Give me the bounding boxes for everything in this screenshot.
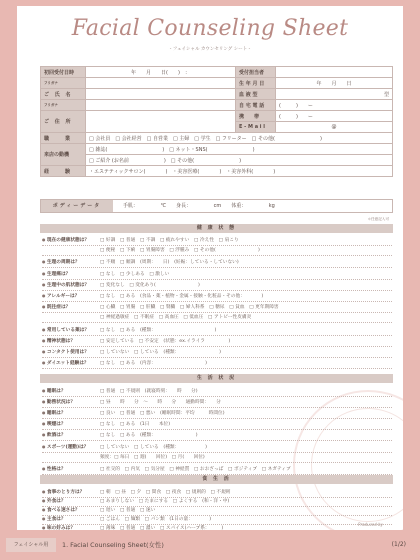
first-visit-field[interactable]: 年 月 日( ) ： (86, 67, 236, 78)
birth-field[interactable]: 年 月 日 (276, 78, 393, 89)
email-label: E - M a i l (236, 122, 276, 133)
question-label: ● 勤務状況は？ (42, 398, 100, 407)
address-field[interactable] (86, 111, 236, 133)
answer-options[interactable]: □ なし □ ある (食品・薬・植物・金属・接触・化粧品・その他： ) (100, 294, 264, 299)
question-label: ● 現在の健康状態は？ (42, 236, 100, 245)
body-data-label: ボディーデータ (41, 200, 113, 212)
footer (0, 538, 420, 552)
mobile-label: 携 帯 (236, 111, 276, 122)
furigana-address-field[interactable] (86, 100, 236, 111)
name-field[interactable] (86, 89, 236, 100)
body-data-row[interactable] (40, 199, 393, 213)
question-row[interactable] (42, 454, 392, 463)
blood-label: 血 液 型 (236, 89, 276, 100)
answer-options[interactable]: □ 好調 □ 普通 □ 不調 □ 疲れやすい □ 冷え性 □ 肩こり (100, 238, 239, 243)
question-row[interactable] (42, 398, 392, 408)
question-row[interactable] (42, 281, 392, 291)
answer-options[interactable]: □ あまりしない □ たまにする □ よくする (和・洋・中) (100, 499, 230, 504)
question-row[interactable] (42, 270, 392, 280)
answer-options[interactable]: □ 遅い □ 普通 □ 速い (100, 508, 156, 513)
footer-badge: フェイシャル用 (6, 538, 56, 552)
question-row[interactable] (42, 314, 392, 323)
question-label: ● 生理の周期は？ (42, 258, 100, 267)
question-label: ● 喫煙は？ (42, 420, 100, 429)
answer-options[interactable]: □ していない □ している (種類： ) (100, 444, 207, 450)
trigger-options-1[interactable]: □ 雑誌( ) □ ネット・SNS( ) (86, 144, 393, 155)
body-data-fields[interactable]: 手肌： ℃ 身長： cm 体重： kg (123, 203, 275, 209)
question-row[interactable] (42, 337, 392, 347)
question-row[interactable] (42, 431, 392, 441)
email-field[interactable]: @ (276, 122, 393, 133)
birth-label: 生 年 月 日 (236, 78, 276, 89)
question-label: ● 味の好みは？ (42, 524, 100, 530)
question-label: ● 性格は？ (42, 465, 100, 474)
question-label: ● 食べる速さは？ (42, 506, 100, 515)
question-label: ● アレルギーは？ (42, 292, 100, 301)
furigana-label: フリガナ (41, 78, 86, 89)
answer-options[interactable]: □ 不順 □ 順調 (周期： 日) (妊娠：している・していない) (100, 260, 239, 266)
question-row[interactable] (42, 348, 392, 358)
answer-options[interactable]: □ 神経過敏症 □ 不眠症 □ 高血圧 □ 低血圧 □ アトピー性皮膚炎 (100, 315, 252, 321)
page-number: (1/2) (391, 541, 406, 548)
question-label: ● 生理中の肌状態は？ (42, 281, 100, 290)
question-label: ● 既往症は？ (42, 303, 100, 312)
optional-note: ＊任意記入可 (367, 217, 389, 221)
experience-label: 経 験 (41, 166, 86, 177)
trigger-label: 来店の動機 (41, 144, 86, 166)
section-health: 健 康 状 態 (40, 224, 393, 233)
question-label: ● 精神状態は？ (42, 337, 100, 346)
question-row[interactable] (42, 465, 392, 475)
answer-options[interactable]: □ なし □ ある (1日 本位) (100, 422, 171, 428)
answer-options[interactable]: □ していない □ している (種類： ) (100, 350, 221, 355)
blood-field[interactable]: 型 (276, 89, 393, 100)
experience-options[interactable]: ・エステティックサロン( ) ・美容医療( ) ・美容外科( ) (86, 166, 393, 177)
question-row[interactable] (42, 292, 392, 302)
job-options[interactable]: □ 会社員 □ 会社経営 □ 自営業 □ 主婦 □ 学生 □ フリーター □ その他( ) (86, 133, 393, 144)
receptionist-field[interactable] (276, 67, 393, 78)
question-label: ● 生理痛は？ (42, 270, 100, 279)
question-label: ● 外食は？ (42, 497, 100, 506)
answer-options[interactable]: □ なし □ ある (内容： ) (100, 361, 207, 367)
question-label: ● ダイエット経験は？ (42, 359, 100, 368)
answer-options[interactable]: □ ごはん □ 麺類 □ パン類 (1日の量： ) (100, 517, 212, 522)
first-visit-label: 初回受付日時 (41, 67, 86, 78)
sheet-title: Facial Counseling Sheet (71, 16, 349, 41)
question-label: ● 飲酒は？ (42, 431, 100, 440)
question-label: ● スポーツ(運動)は？ (42, 443, 100, 452)
phone-field[interactable]: ( ) ー (276, 100, 393, 111)
name-label: ご 氏 名 (41, 89, 86, 100)
produced-by: Produced by (358, 522, 383, 527)
answer-options[interactable]: □ 安定している □ 不安定 (状態：ex.イライラ ) (100, 338, 231, 344)
question-row[interactable] (42, 258, 392, 268)
question-row[interactable] (42, 247, 392, 256)
answer-options[interactable]: □ なし □ ある (種類： ) (100, 433, 198, 439)
answer-options[interactable]: 頻度：□ 毎日 □ 週( 回位) □ 月( 回位) (100, 454, 205, 460)
question-label: ● 常用している薬は？ (42, 326, 100, 335)
answer-options[interactable]: □ 社交的 □ 内気 □ 気分屋 □ 神経質 □ おおざっぱ □ ポジティブ □ ネガティブ (100, 466, 291, 472)
furigana-address-label: フリガナ (41, 100, 86, 111)
question-label: ● 睡眠は？ (42, 387, 100, 396)
question-label: ● 主食は？ (42, 515, 100, 524)
answer-options[interactable]: □ 良い □ 普通 □ 悪い (睡眠時間：平均 時間位) (100, 411, 225, 417)
question-label: ● 睡眠は？ (42, 409, 100, 418)
mobile-field[interactable]: ( ) ー (276, 111, 393, 122)
answer-options[interactable]: □ 普通 □ 不規則 (就寝時刻： 時 分) (100, 389, 198, 394)
question-row[interactable] (42, 359, 392, 369)
answer-options[interactable]: □ 便秘 □ 下痢 □ 胃腸障害 □ 浮腫み □ その他( ) (100, 248, 260, 254)
question-row[interactable] (42, 524, 392, 530)
footer-title: 1. Facial Counseling Sheet(女性) (62, 541, 164, 549)
phone-label: 自 宅 電 話 (236, 100, 276, 111)
address-label: ご 住 所 (41, 111, 86, 133)
section-diet: 食 生 活 (40, 475, 393, 484)
question-label: ● コンタクト使用は？ (42, 348, 100, 357)
question-row[interactable] (42, 236, 392, 246)
job-label: 職 業 (41, 133, 86, 144)
answer-options[interactable]: □ 薄味 □ 普通 □ 濃い □ スパイス(ハーブ系： ) (100, 526, 224, 530)
question-row[interactable] (42, 303, 392, 313)
trigger-options-2[interactable]: □ ご紹介 (お名前 ) □ その他( ) (86, 155, 393, 166)
question-row[interactable] (42, 387, 392, 397)
customer-info-table (40, 66, 393, 177)
answer-options[interactable]: □ なし □ ある (種類： ) (100, 327, 217, 333)
answer-options[interactable]: □ 変化なし □ 変化あり( ) (100, 282, 200, 288)
question-row[interactable] (42, 420, 392, 430)
counseling-sheet (17, 6, 403, 530)
answer-options[interactable]: □ なし □ 少しある □ 激しい (100, 271, 170, 277)
question-label: ● 食事のとり方は？ (42, 488, 100, 497)
question-row[interactable] (42, 409, 392, 419)
answer-options[interactable]: □ 昼 時 分 〜 時 分 通勤時間： 分 (100, 400, 221, 406)
answer-options[interactable]: □ 心臓 □ 胃腸 □ 肝臓 □ 腎臓 □ 婦人科系 □ 糖尿 □ 貧血 □ 更年期障害 (100, 305, 279, 311)
receptionist-label: 受付担当者 (236, 67, 276, 78)
question-row[interactable] (42, 443, 392, 453)
furigana-field[interactable] (86, 78, 236, 89)
sheet-subtitle: - フェイシャル カウンセリング シート - (169, 47, 251, 52)
section-life: 生 活 状 況 (40, 374, 393, 383)
question-row[interactable] (42, 326, 392, 336)
answer-options[interactable]: □ 朝 □ 昼 □ 夕 □ 間食 □ 夜食 □ 規則的 □ 不規則 (100, 490, 231, 495)
